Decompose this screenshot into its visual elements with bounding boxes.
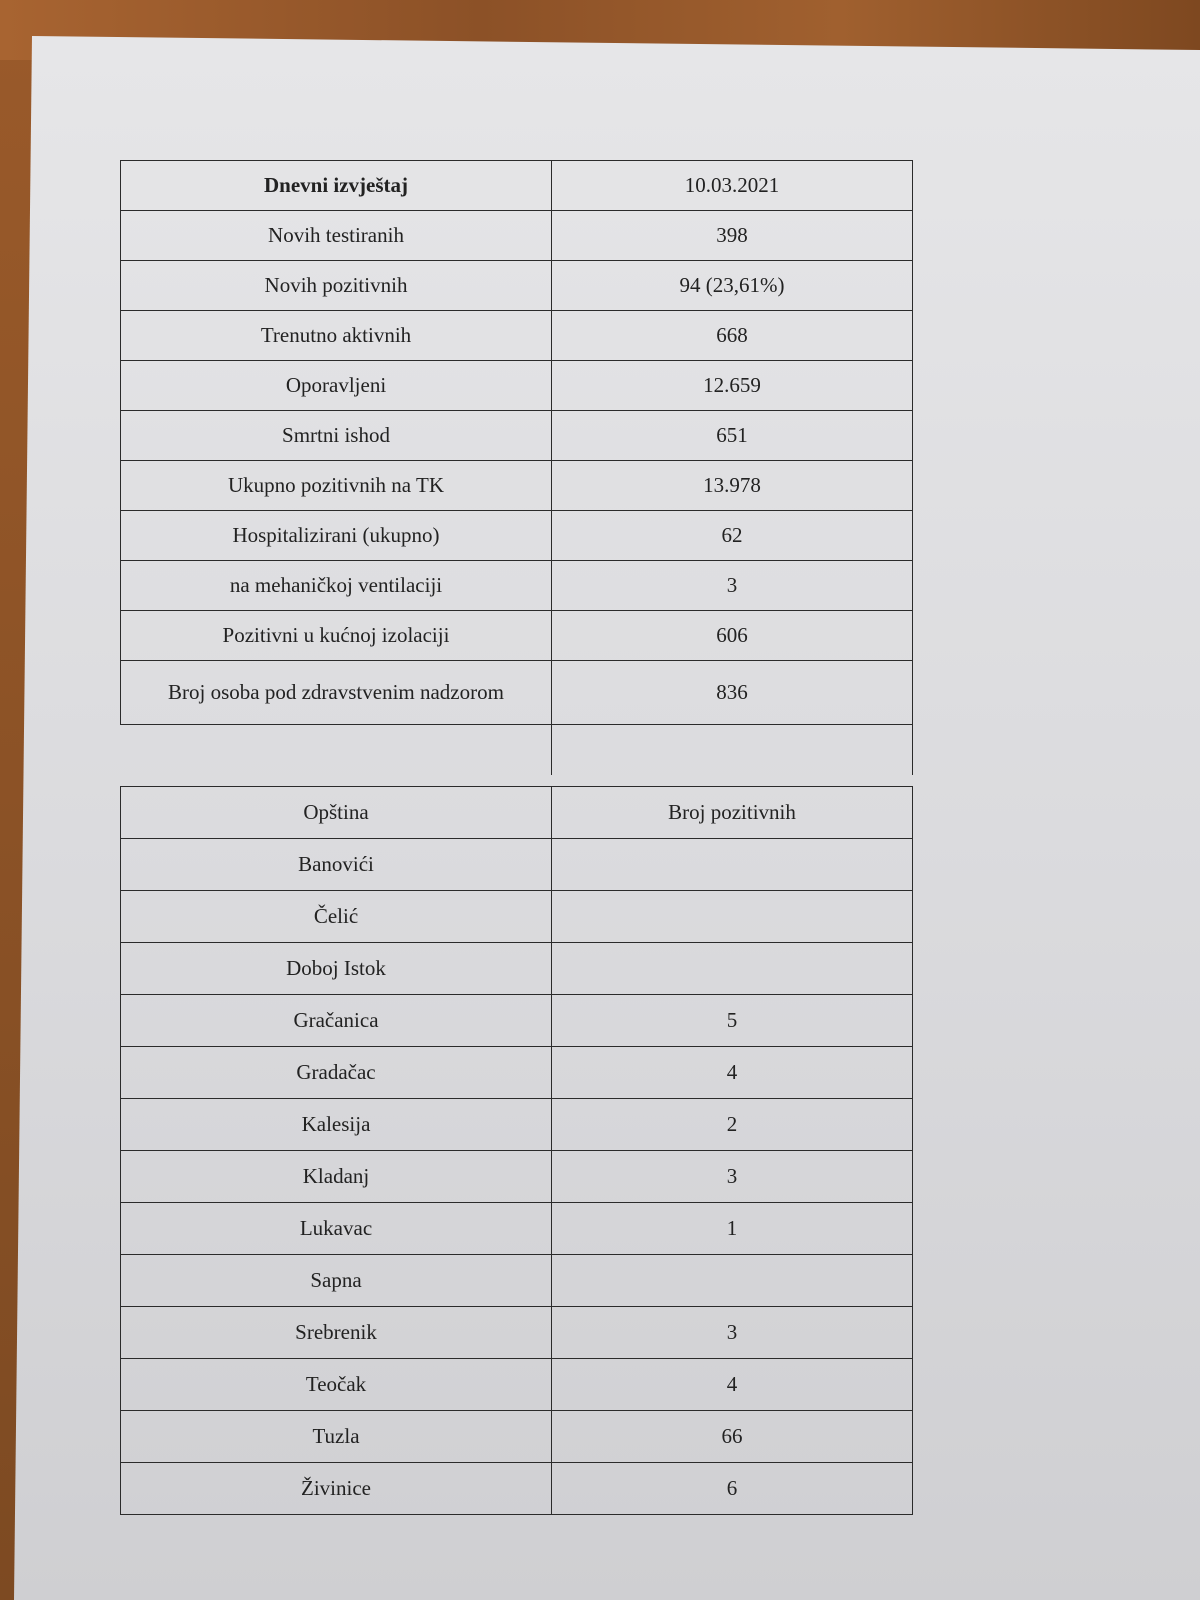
- row-value: 606: [552, 611, 913, 661]
- daily-report-table: [120, 160, 913, 775]
- municipality-name: Kladanj: [121, 1151, 552, 1203]
- table-row: [121, 261, 913, 311]
- table-row: [121, 411, 913, 461]
- table-row: [121, 511, 913, 561]
- row-label: Oporavljeni: [121, 361, 552, 411]
- municipality-count: 2: [552, 1099, 913, 1151]
- header-positive-count: Broj pozitivnih: [552, 787, 913, 839]
- municipality-count: [552, 839, 913, 891]
- table-row: [121, 461, 913, 511]
- table-row: [121, 361, 913, 411]
- row-value: 62: [552, 511, 913, 561]
- table-row: [121, 661, 913, 725]
- municipality-count: 3: [552, 1151, 913, 1203]
- municipality-count: 66: [552, 1411, 913, 1463]
- municipality-name: Živinice: [121, 1463, 552, 1515]
- row-value: 13.978: [552, 461, 913, 511]
- municipality-count: [552, 891, 913, 943]
- table-row: [121, 1411, 913, 1463]
- municipality-name: Srebrenik: [121, 1307, 552, 1359]
- row-value: 836: [552, 661, 913, 725]
- table-row: [121, 1099, 913, 1151]
- municipality-count: 5: [552, 995, 913, 1047]
- row-label: Novih pozitivnih: [121, 261, 552, 311]
- table-row: [121, 311, 913, 361]
- municipality-name: Kalesija: [121, 1099, 552, 1151]
- row-label: Hospitalizirani (ukupno): [121, 511, 552, 561]
- row-label: Smrtni ishod: [121, 411, 552, 461]
- municipality-name: Sapna: [121, 1255, 552, 1307]
- municipality-name: Doboj Istok: [121, 943, 552, 995]
- municipality-name: Banovići: [121, 839, 552, 891]
- table-row: [121, 1151, 913, 1203]
- report-date: 10.03.2021: [552, 161, 913, 211]
- table-row: [121, 1463, 913, 1515]
- row-label: Trenutno aktivnih: [121, 311, 552, 361]
- spacer-row: [121, 725, 913, 775]
- municipality-count: 1: [552, 1203, 913, 1255]
- table-row: [121, 1047, 913, 1099]
- municipality-name: Gračanica: [121, 995, 552, 1047]
- report-header-row: [121, 161, 913, 211]
- table-row: [121, 943, 913, 995]
- row-value: 94 (23,61%): [552, 261, 913, 311]
- row-label: Ukupno pozitivnih na TK: [121, 461, 552, 511]
- header-municipality: Opština: [121, 787, 552, 839]
- table-row: [121, 1255, 913, 1307]
- table-row: [121, 995, 913, 1047]
- row-value: 3: [552, 561, 913, 611]
- row-value: 12.659: [552, 361, 913, 411]
- row-value: 398: [552, 211, 913, 261]
- report-title: Dnevni izvještaj: [121, 161, 552, 211]
- table-row: [121, 891, 913, 943]
- municipality-name: Čelić: [121, 891, 552, 943]
- row-value: 668: [552, 311, 913, 361]
- row-value: 651: [552, 411, 913, 461]
- municipality-name: Gradačac: [121, 1047, 552, 1099]
- row-label: Pozitivni u kućnoj izolaciji: [121, 611, 552, 661]
- municipality-header-row: [121, 787, 913, 839]
- row-label: Broj osoba pod zdravstvenim nadzorom: [121, 661, 552, 725]
- table-row: [121, 211, 913, 261]
- municipality-table-container: [120, 786, 910, 1515]
- spacer-cell: [552, 725, 913, 775]
- municipality-count: [552, 1255, 913, 1307]
- municipality-count: 4: [552, 1047, 913, 1099]
- municipality-name: Lukavac: [121, 1203, 552, 1255]
- row-label: Novih testiranih: [121, 211, 552, 261]
- table-row: [121, 1307, 913, 1359]
- table-row: [121, 839, 913, 891]
- municipality-count: 6: [552, 1463, 913, 1515]
- spacer-cell: [121, 725, 552, 775]
- table-row: [121, 561, 913, 611]
- daily-report-table-container: [120, 160, 910, 775]
- table-row: [121, 1203, 913, 1255]
- municipality-count: 3: [552, 1307, 913, 1359]
- row-label: na mehaničkoj ventilaciji: [121, 561, 552, 611]
- municipality-table: [120, 786, 913, 1515]
- municipality-name: Tuzla: [121, 1411, 552, 1463]
- table-row: [121, 1359, 913, 1411]
- municipality-count: [552, 943, 913, 995]
- municipality-count: 4: [552, 1359, 913, 1411]
- table-row: [121, 611, 913, 661]
- municipality-name: Teočak: [121, 1359, 552, 1411]
